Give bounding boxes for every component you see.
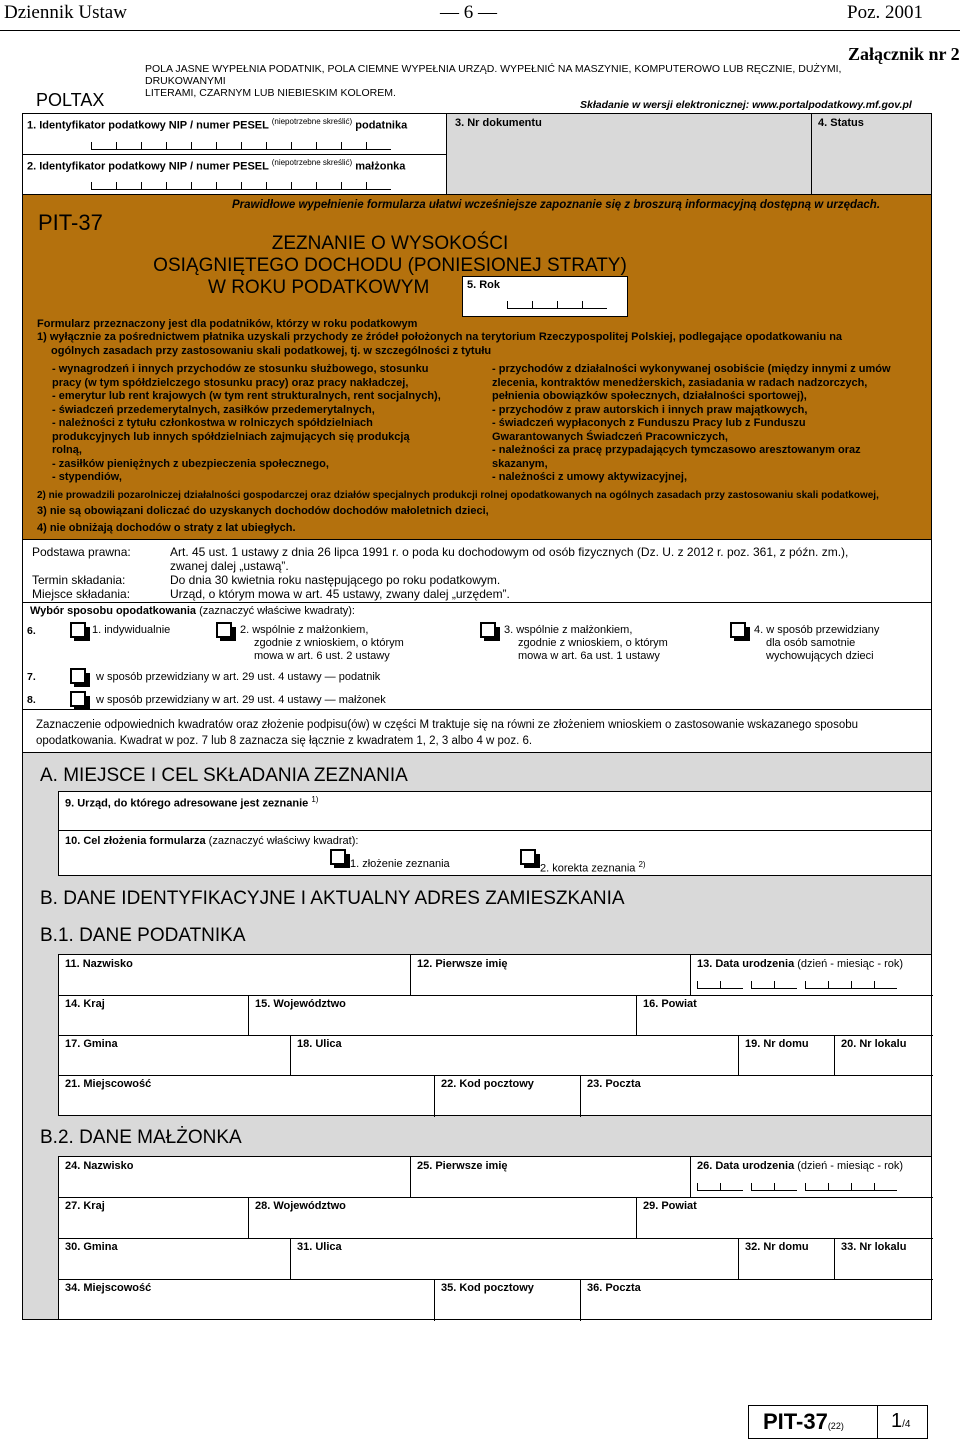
year-digit-boxes [507, 301, 607, 309]
footer-form-code: PIT-37(22) [763, 1409, 844, 1434]
footer-page: 1/4 [891, 1410, 911, 1432]
field-8-number: 8. [27, 694, 36, 706]
checkbox-art29-spouse[interactable] [70, 691, 86, 707]
form-info-note: Prawidłowe wypełnienie formularza ułatwi wcześniejsze zapoznanie się z broszurą informacyjną dostępną w urzędach. [232, 199, 881, 211]
fill-instructions: POLA JASNE WYPEŁNIA PODATNIK, POLA CIEMNE WYPEŁNIA URZĄD. WYPEŁNIĆ NA MASZYNIE, KOMPUTEROWO LUB RĘCZNIE, DUŻYMI, DRUKOWANYMI LITERAMI, CZARNYM LUB NIEBIESKIM KOLOREM. [145, 63, 842, 99]
field-17-municipality[interactable]: 17. Gmina [59, 1036, 291, 1076]
basis-value: Art. 45 ust. 1 ustawy z dnia 26 lipca 1991 r. o poda ku dochodowym od osób fizycznych (Dz. U. z 2012 r. poz. 361, z późn. zm.), zwanej dalej „ustawą”. [170, 545, 849, 573]
electronic-filing-note: Składanie w wersji elektronicznej: www.portalpodatkowy.mf.gov.pl [580, 99, 912, 111]
page-number-header: — 6 — [440, 2, 497, 23]
section-b-title: B. DANE IDENTYFIKACYJNE I AKTUALNY ADRES ZAMIESZKANIA [40, 888, 625, 909]
year-boxes [805, 1183, 897, 1191]
field-18-street[interactable]: 18. Ulica [291, 1036, 739, 1076]
form-intro: Formularz przeznaczony jest dla podatników, którzy w roku podatkowym [37, 318, 418, 330]
option-filing: 1. złożenie zeznania [350, 858, 450, 870]
field-27-country[interactable]: 27. Kraj [59, 1198, 249, 1239]
checkbox-single-parent[interactable] [730, 622, 746, 638]
field-12-first-name[interactable]: 12. Pierwsze imię [411, 955, 691, 996]
nip-digit-boxes [91, 142, 391, 150]
checkbox-correction[interactable] [520, 849, 536, 865]
field-30-municipality[interactable]: 30. Gmina [59, 1239, 291, 1280]
checkbox-jointly-art6-2[interactable] [216, 622, 232, 638]
page-footer [748, 1405, 928, 1439]
option-art29-taxpayer: w sposób przewidziany w art. 29 ust. 4 ustawy — podatnik [96, 671, 381, 683]
form-title: ZEZNANIE O WYSOKOŚCI OSIĄGNIĘTEGO DOCHODU (PONIESIONEJ STRATY) W ROKU PODATKOWYM [153, 233, 627, 298]
field-7-number: 7. [27, 671, 36, 683]
field-35-postal-code[interactable]: 35. Kod pocztowy [435, 1280, 581, 1321]
footer-divider [877, 1406, 878, 1438]
field-20-apartment-no[interactable]: 20. Nr lokalu [835, 1036, 933, 1076]
section-b1-title: B.1. DANE PODATNIKA [40, 925, 246, 946]
annex-label: Załącznik nr 2 [848, 44, 960, 64]
form-code: PIT-37 [38, 210, 103, 235]
field-2-nip-spouse[interactable]: 2. Identyfikator podatkowy NIP / numer PESEL $^{(niepotrzebne skreślić)}$ małżonka [22, 154, 447, 195]
condition-4: 4) nie obniżają dochodów o straty z lat ubiegłych. [37, 522, 296, 534]
field-25-first-name[interactable]: 25. Pierwsze imię [411, 1157, 691, 1198]
field-24-surname[interactable]: 24. Nazwisko [59, 1157, 411, 1198]
condition-2: 2) nie prowadzili pozarolniczej działalności gospodarczej oraz działów specjalnych produkcji rolnej opodatkowanych na ogólnych zasadach przy zastosowaniu skali podatkowej, [37, 490, 879, 501]
checkbox-individual[interactable] [70, 622, 86, 638]
field-15-voivodeship[interactable]: 15. Województwo [249, 996, 637, 1036]
section-a-title: A. MIEJSCE I CEL SKŁADANIA ZEZNANIA [40, 765, 408, 786]
field-13-birth-date[interactable]: 13. Data urodzenia (dzień - miesiąc - rok) [691, 955, 933, 996]
field-1-nip-taxpayer[interactable]: 1. Identyfikator podatkowy NIP / numer PESEL $^{(niepotrzebne skreślić)}$ podatnika [22, 113, 447, 155]
day-boxes [697, 981, 743, 989]
field-22-postal-code[interactable]: 22. Kod pocztowy [435, 1076, 581, 1117]
basis-label: Podstawa prawna: [32, 545, 131, 559]
field-23-post-office[interactable]: 23. Poczta [587, 1078, 641, 1090]
field-31-street[interactable]: 31. Ulica [291, 1239, 739, 1280]
spouse-data-grid [58, 1156, 932, 1320]
field-6-number: 6. [27, 625, 36, 637]
place-value: Urząd, o którym mowa w art. 45 ustawy, zwany dalej „urzędem”. [170, 587, 510, 601]
field-3-document-number: 3. Nr dokumentu [446, 113, 812, 195]
field-36-post-office[interactable]: 36. Poczta [587, 1282, 641, 1294]
year-boxes [805, 981, 897, 989]
section-b2-title: B.2. DANE MAŁŻONKA [40, 1127, 242, 1148]
income-list-right: - przychodów z działalności wykonywanej osobiście (między innymi z umów zlecenia, kontraktów menedżerskich, zasiadania w radach nadzorczych, pełnienia obowiązków społecznych, działalności sportowej), - przychodów z praw autorskich i innych praw majątkowych, - świadczeń wypłaconych z Funduszu Pracy lub z Funduszu Gwarantowanych Świadczeń Pracowniczych, - należności za pracę przypadających tymczasowo aresztowanym oraz skazanym, - należności z umowy aktywizacyjnej, [492, 363, 891, 483]
field-32-house-no[interactable]: 32. Nr domu [739, 1239, 835, 1280]
checkbox-filing[interactable] [330, 849, 346, 865]
field-10-purpose: 10. Cel złożenia formularza (zaznaczyć właściwy kwadrat): [58, 830, 932, 876]
field-34-city[interactable]: 34. Miejscowość [59, 1280, 435, 1321]
option-correction: 2. korekta zeznania $^{2)}$ [540, 860, 646, 875]
method-note: Zaznaczenie odpowiednich kwadratów oraz złożenie podpisu(ów) w części M traktuje się na równi ze złożeniem wnioskiem o zastosowanie wskazanego sposobu opodatkowania. Kwadrat w poz. 7 lub 8 zaznacza się łącznie z kwadratem 1, 2, 3 albo 4 w poz. 6. [36, 719, 859, 747]
tax-method-title: Wybór sposobu opodatkowania (zaznaczyć właściwe kwadraty): [30, 605, 355, 617]
journal-name: Dziennik Ustaw [4, 2, 127, 23]
option-individual: 1. indywidualnie [92, 624, 171, 636]
condition-3: 3) nie są obowiązani doliczać do uzyskanych dochodów dochodów małoletnich dzieci, [37, 505, 489, 517]
income-list-left: - wynagrodzeń i innych przychodów ze stosunku służbowego, stosunku pracy (w tym spółdzielczego stosunku pracy) oraz pracy nakładczej, - emerytur lub rent krajowych (w tym rent strukturalnych, rent socjalnych), - świadczeń przedemerytalnych, zasiłków przedemerytalnych, - należności z tytułu członkostwa w rolniczych spółdzielniach produkcyjnych lub innych spółdzielniach zajmujących się produkcją rolną, - zasiłków pieniężnych z ubezpieczenia społecznego, - stypendiów, [52, 363, 441, 483]
taxpayer-data-grid [58, 954, 932, 1116]
field-9-tax-office[interactable]: 9. Urząd, do którego adresowane jest zeznanie $^{1)}$ [58, 791, 932, 831]
checkbox-art29-taxpayer[interactable] [70, 668, 86, 684]
checkbox-jointly-art6a[interactable] [480, 622, 496, 638]
field-28-voivodeship[interactable]: 28. Województwo [249, 1198, 637, 1239]
option-jointly-art6-2: 2. wspólnie z małżonkiem, zgodnie z wnioskiem, o którym mowa w art. 6 ust. 2 ustawy [240, 624, 404, 662]
position-number: Poz. 2001 [847, 2, 923, 23]
month-boxes [751, 981, 797, 989]
brand-poltax: POLTAX [36, 90, 105, 110]
deadline-label: Termin składania: [32, 573, 126, 587]
condition-1: 1) wyłącznie za pośrednictwem płatnika uzyskali przychody ze źródeł położonych na terytorium Rzeczypospolitej Polskiej, podlegające opodatkowaniu na ogólnych zasadach przy zastosowaniu skali podatkowej, tj. w szczególności z tytułu [37, 331, 843, 357]
field-16-county[interactable]: 16. Powiat [637, 996, 933, 1036]
option-jointly-art6a: 3. wspólnie z małżonkiem, zgodnie z wnioskiem, o którym mowa w art. 6a ust. 1 ustawy [504, 624, 668, 662]
field-14-country[interactable]: 14. Kraj [59, 996, 249, 1036]
header-divider [0, 30, 960, 31]
field-4-status: 4. Status [811, 113, 932, 195]
field-26-birth-date[interactable]: 26. Data urodzenia (dzień - miesiąc - rok) [691, 1157, 933, 1198]
day-boxes [697, 1183, 743, 1191]
option-single-parent: 4. w sposób przewidziany dla osób samotnie wychowujących dzieci [754, 624, 880, 662]
deadline-value: Do dnia 30 kwietnia roku następującego po roku podatkowym. [170, 573, 501, 587]
month-boxes [751, 1183, 797, 1191]
field-29-county[interactable]: 29. Powiat [637, 1198, 933, 1239]
field-21-city[interactable]: 21. Miejscowość [59, 1076, 435, 1117]
field-11-surname[interactable]: 11. Nazwisko [59, 955, 411, 996]
nip-digit-boxes [91, 182, 391, 190]
field-19-house-no[interactable]: 19. Nr domu [739, 1036, 835, 1076]
place-label: Miejsce składania: [32, 587, 131, 601]
field-5-year[interactable]: 5. Rok [462, 276, 628, 317]
option-art29-spouse: w sposób przewidziany w art. 29 ust. 4 ustawy — małżonek [96, 694, 386, 706]
field-33-apartment-no[interactable]: 33. Nr lokalu [835, 1239, 933, 1280]
